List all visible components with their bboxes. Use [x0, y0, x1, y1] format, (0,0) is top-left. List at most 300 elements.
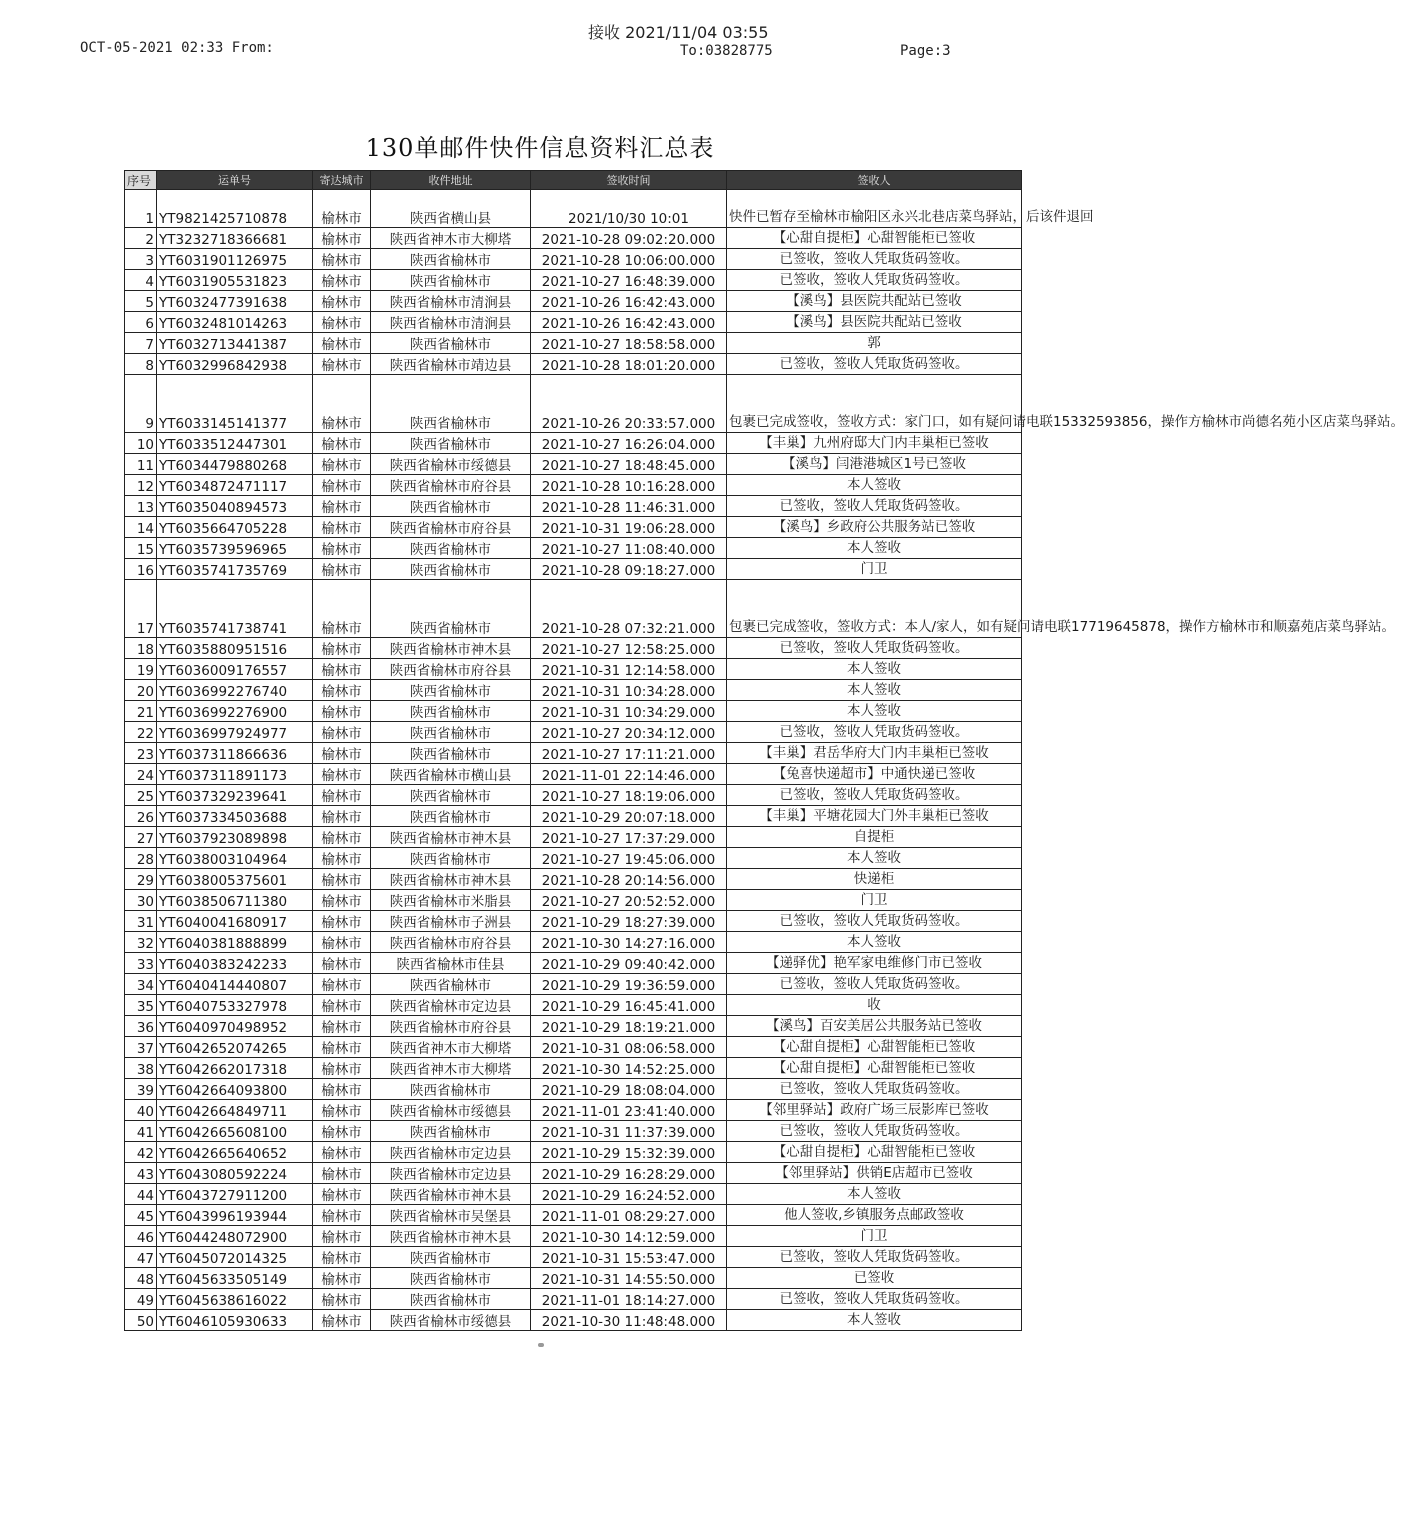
address-cell: 陕西省榆林市绥德县: [371, 454, 531, 475]
table-row: [125, 1205, 1022, 1226]
row-seq: 15: [125, 538, 157, 559]
city-cell: 榆林市: [313, 249, 371, 270]
row-seq: 8: [125, 354, 157, 375]
city-cell: 榆林市: [313, 701, 371, 722]
tracking-number: YT6035664705228: [157, 517, 313, 538]
table-row: [125, 291, 1022, 312]
row-seq: 17: [125, 580, 157, 638]
city-cell: 榆林市: [313, 1100, 371, 1121]
row-seq: 48: [125, 1268, 157, 1289]
row-seq: 35: [125, 995, 157, 1016]
tracking-number: YT6043996193944: [157, 1205, 313, 1226]
tracking-number: YT6032996842938: [157, 354, 313, 375]
city-cell: 榆林市: [313, 1079, 371, 1100]
row-seq: 14: [125, 517, 157, 538]
table-header-row: [125, 171, 1022, 190]
sign-time-cell: 2021-10-30 14:52:25.000: [531, 1058, 727, 1079]
signer-cell: 本人签收: [727, 1310, 1022, 1331]
address-cell: 陕西省榆林市: [371, 974, 531, 995]
row-seq: 13: [125, 496, 157, 517]
table-row: [125, 475, 1022, 496]
table-row: [125, 1016, 1022, 1037]
table-row: [125, 1037, 1022, 1058]
row-seq: 44: [125, 1184, 157, 1205]
table-row: [125, 638, 1022, 659]
signer-cell: 本人签收: [727, 932, 1022, 953]
scan-speck: [538, 1343, 544, 1347]
sign-time-cell: 2021-11-01 22:14:46.000: [531, 764, 727, 785]
table-body: [125, 190, 1404, 1331]
table-row: [125, 333, 1022, 354]
header-sign-time: 签收时间: [531, 171, 727, 190]
tracking-number: YT6042664849711: [157, 1100, 313, 1121]
sign-time-cell: 2021-10-29 16:45:41.000: [531, 995, 727, 1016]
table-row: [125, 433, 1022, 454]
table-row: [125, 354, 1022, 375]
address-cell: 陕西省榆林市府谷县: [371, 659, 531, 680]
signer-cell: 郭: [727, 333, 1022, 354]
address-cell: 陕西省榆林市: [371, 270, 531, 291]
address-cell: 陕西省榆林市靖边县: [371, 354, 531, 375]
sign-time-cell: 2021-10-29 18:27:39.000: [531, 911, 727, 932]
address-cell: 陕西省神木市大柳塔: [371, 1058, 531, 1079]
city-cell: 榆林市: [313, 974, 371, 995]
sign-time-cell: 2021-10-27 19:45:06.000: [531, 848, 727, 869]
row-seq: 50: [125, 1310, 157, 1331]
signer-cell: 已签收，签收人凭取货码签收。: [727, 1121, 1022, 1142]
tracking-number: YT6038506711380: [157, 890, 313, 911]
address-cell: 陕西省榆林市: [371, 1079, 531, 1100]
row-seq: 39: [125, 1079, 157, 1100]
sign-time-cell: 2021-10-28 18:01:20.000: [531, 354, 727, 375]
tracking-number: YT6042665608100: [157, 1121, 313, 1142]
signer-cell: 门卫: [727, 559, 1022, 580]
tracking-number: YT6042662017318: [157, 1058, 313, 1079]
row-seq: 40: [125, 1100, 157, 1121]
tracking-number: YT6037334503688: [157, 806, 313, 827]
sign-time-cell: 2021-10-29 16:24:52.000: [531, 1184, 727, 1205]
signer-cell: 包裹已完成签收，签收方式：家门口，如有疑问请电联15332593856，操作方榆林市尚德名苑小区店菜鸟驿站。: [727, 375, 1022, 433]
table-row: [125, 764, 1022, 785]
table-row: [125, 496, 1022, 517]
city-cell: 榆林市: [313, 848, 371, 869]
signer-cell: 【溪鸟】闫港港城区1号已签收: [727, 454, 1022, 475]
tracking-number: YT6035880951516: [157, 638, 313, 659]
sign-time-cell: 2021/10/30 10:01: [531, 190, 727, 228]
address-cell: 陕西省榆林市佳县: [371, 953, 531, 974]
tracking-number: YT6037923089898: [157, 827, 313, 848]
row-seq: 5: [125, 291, 157, 312]
sign-time-cell: 2021-10-28 09:18:27.000: [531, 559, 727, 580]
sign-time-cell: 2021-11-01 23:41:40.000: [531, 1100, 727, 1121]
row-seq: 33: [125, 953, 157, 974]
city-cell: 榆林市: [313, 764, 371, 785]
sign-time-cell: 2021-10-26 16:42:43.000: [531, 291, 727, 312]
address-cell: 陕西省榆林市子洲县: [371, 911, 531, 932]
city-cell: 榆林市: [313, 911, 371, 932]
address-cell: 陕西省榆林市: [371, 806, 531, 827]
city-cell: 榆林市: [313, 1289, 371, 1310]
sign-time-cell: 2021-10-28 11:46:31.000: [531, 496, 727, 517]
table-row: [125, 890, 1022, 911]
signer-cell: 【心甜自提柜】心甜智能柜已签收: [727, 1037, 1022, 1058]
sign-time-cell: 2021-10-27 20:34:12.000: [531, 722, 727, 743]
address-cell: 陕西省榆林市清涧县: [371, 312, 531, 333]
city-cell: 榆林市: [313, 538, 371, 559]
address-cell: 陕西省榆林市: [371, 249, 531, 270]
row-seq: 7: [125, 333, 157, 354]
sign-time-cell: 2021-10-28 10:06:00.000: [531, 249, 727, 270]
tracking-number: YT6034479880268: [157, 454, 313, 475]
row-seq: 24: [125, 764, 157, 785]
signer-cell: 本人签收: [727, 680, 1022, 701]
table-row: [125, 1247, 1022, 1268]
address-cell: 陕西省榆林市神木县: [371, 869, 531, 890]
tracking-number: YT6037311891173: [157, 764, 313, 785]
address-cell: 陕西省榆林市定边县: [371, 1163, 531, 1184]
signer-cell: 【溪鸟】乡政府公共服务站已签收: [727, 517, 1022, 538]
row-seq: 19: [125, 659, 157, 680]
table-row: [125, 580, 1022, 638]
table-row: [125, 517, 1022, 538]
row-seq: 22: [125, 722, 157, 743]
tracking-number: YT9821425710878: [157, 190, 313, 228]
signer-cell: 【心甜自提柜】心甜智能柜已签收: [727, 228, 1022, 249]
city-cell: 榆林市: [313, 1058, 371, 1079]
header-seq: 序号: [125, 171, 157, 190]
tracking-number: YT6042664093800: [157, 1079, 313, 1100]
row-seq: 30: [125, 890, 157, 911]
sign-time-cell: 2021-10-31 10:34:28.000: [531, 680, 727, 701]
signer-cell: 【丰巢】九州府邸大门内丰巢柜已签收: [727, 433, 1022, 454]
row-seq: 32: [125, 932, 157, 953]
sign-time-cell: 2021-10-30 14:12:59.000: [531, 1226, 727, 1247]
table-row: [125, 538, 1022, 559]
sign-time-cell: 2021-10-28 20:14:56.000: [531, 869, 727, 890]
city-cell: 榆林市: [313, 1226, 371, 1247]
row-seq: 3: [125, 249, 157, 270]
city-cell: 榆林市: [313, 680, 371, 701]
row-seq: 18: [125, 638, 157, 659]
signer-cell: 【溪鸟】百安美居公共服务站已签收: [727, 1016, 1022, 1037]
row-seq: 45: [125, 1205, 157, 1226]
address-cell: 陕西省榆林市吴堡县: [371, 1205, 531, 1226]
table-row: [125, 1142, 1022, 1163]
table-row: [125, 249, 1022, 270]
signer-cell: 已签收，签收人凭取货码签收。: [727, 911, 1022, 932]
address-cell: 陕西省榆林市: [371, 722, 531, 743]
table-row: [125, 1100, 1022, 1121]
table-row: [125, 1121, 1022, 1142]
city-cell: 榆林市: [313, 1142, 371, 1163]
tracking-number: YT6040414440807: [157, 974, 313, 995]
table-row: [125, 1079, 1022, 1100]
sign-time-cell: 2021-10-28 10:16:28.000: [531, 475, 727, 496]
row-seq: 6: [125, 312, 157, 333]
city-cell: 榆林市: [313, 953, 371, 974]
table-row: [125, 1058, 1022, 1079]
tracking-number: YT6044248072900: [157, 1226, 313, 1247]
city-cell: 榆林市: [313, 375, 371, 433]
row-seq: 29: [125, 869, 157, 890]
table-row: [125, 974, 1022, 995]
tracking-number: YT6046105930633: [157, 1310, 313, 1331]
signer-cell: 快件已暂存至榆林市榆阳区永兴北巷店菜鸟驿站，后该件退回: [727, 190, 1022, 228]
sign-time-cell: 2021-10-31 10:34:29.000: [531, 701, 727, 722]
city-cell: 榆林市: [313, 291, 371, 312]
signer-cell: 已签收，签收人凭取货码签收。: [727, 785, 1022, 806]
tracking-number: YT6035040894573: [157, 496, 313, 517]
table-row: [125, 953, 1022, 974]
address-cell: 陕西省榆林市: [371, 580, 531, 638]
address-cell: 陕西省榆林市: [371, 333, 531, 354]
address-cell: 陕西省横山县: [371, 190, 531, 228]
city-cell: 榆林市: [313, 638, 371, 659]
city-cell: 榆林市: [313, 433, 371, 454]
sign-time-cell: 2021-10-29 20:07:18.000: [531, 806, 727, 827]
city-cell: 榆林市: [313, 1037, 371, 1058]
address-cell: 陕西省榆林市定边县: [371, 995, 531, 1016]
address-cell: 陕西省神木市大柳塔: [371, 228, 531, 249]
signer-cell: 【溪鸟】县医院共配站已签收: [727, 291, 1022, 312]
city-cell: 榆林市: [313, 827, 371, 848]
tracking-number: YT6045072014325: [157, 1247, 313, 1268]
row-seq: 46: [125, 1226, 157, 1247]
sign-time-cell: 2021-10-27 12:58:25.000: [531, 638, 727, 659]
row-seq: 34: [125, 974, 157, 995]
city-cell: 榆林市: [313, 1016, 371, 1037]
city-cell: 榆林市: [313, 659, 371, 680]
city-cell: 榆林市: [313, 743, 371, 764]
tracking-number: YT6040753327978: [157, 995, 313, 1016]
sign-time-cell: 2021-10-28 07:32:21.000: [531, 580, 727, 638]
sign-time-cell: 2021-10-29 16:28:29.000: [531, 1163, 727, 1184]
sign-time-cell: 2021-10-27 16:26:04.000: [531, 433, 727, 454]
address-cell: 陕西省榆林市: [371, 433, 531, 454]
sign-time-cell: 2021-10-31 19:06:28.000: [531, 517, 727, 538]
row-seq: 26: [125, 806, 157, 827]
table-row: [125, 270, 1022, 291]
tracking-number: YT6036009176557: [157, 659, 313, 680]
signer-cell: 门卫: [727, 890, 1022, 911]
address-cell: 陕西省榆林市横山县: [371, 764, 531, 785]
row-seq: 42: [125, 1142, 157, 1163]
address-cell: 陕西省榆林市: [371, 743, 531, 764]
tracking-number: YT6032477391638: [157, 291, 313, 312]
table-row: [125, 827, 1022, 848]
city-cell: 榆林市: [313, 1268, 371, 1289]
signer-cell: 【溪鸟】县医院共配站已签收: [727, 312, 1022, 333]
tracking-number: YT6031901126975: [157, 249, 313, 270]
address-cell: 陕西省榆林市米脂县: [371, 890, 531, 911]
tracking-number: YT6036992276900: [157, 701, 313, 722]
row-seq: 43: [125, 1163, 157, 1184]
tracking-number: YT6038005375601: [157, 869, 313, 890]
fax-header-left: OCT-05-2021 02:33 From:: [80, 40, 274, 56]
table-row: [125, 228, 1022, 249]
tracking-number: YT6040383242233: [157, 953, 313, 974]
address-cell: 陕西省榆林市府谷县: [371, 517, 531, 538]
city-cell: 榆林市: [313, 932, 371, 953]
address-cell: 陕西省榆林市: [371, 1268, 531, 1289]
row-seq: 37: [125, 1037, 157, 1058]
signer-cell: 快递柜: [727, 869, 1022, 890]
sign-time-cell: 2021-11-01 08:29:27.000: [531, 1205, 727, 1226]
document-title: 130单邮件快件信息资料汇总表: [365, 134, 715, 162]
city-cell: 榆林市: [313, 475, 371, 496]
address-cell: 陕西省榆林市: [371, 375, 531, 433]
address-cell: 陕西省榆林市清涧县: [371, 291, 531, 312]
row-seq: 16: [125, 559, 157, 580]
sign-time-cell: 2021-11-01 18:14:27.000: [531, 1289, 727, 1310]
city-cell: 榆林市: [313, 312, 371, 333]
row-seq: 49: [125, 1289, 157, 1310]
table-row: [125, 375, 1022, 433]
signer-cell: 【心甜自提柜】心甜智能柜已签收: [727, 1058, 1022, 1079]
city-cell: 榆林市: [313, 1247, 371, 1268]
sign-time-cell: 2021-10-31 15:53:47.000: [531, 1247, 727, 1268]
row-seq: 38: [125, 1058, 157, 1079]
city-cell: 榆林市: [313, 1121, 371, 1142]
city-cell: 榆林市: [313, 722, 371, 743]
address-cell: 陕西省榆林市绥德县: [371, 1100, 531, 1121]
table-row: [125, 1184, 1022, 1205]
row-seq: 10: [125, 433, 157, 454]
sign-time-cell: 2021-10-29 15:32:39.000: [531, 1142, 727, 1163]
signer-cell: 本人签收: [727, 1184, 1022, 1205]
row-seq: 31: [125, 911, 157, 932]
row-seq: 47: [125, 1247, 157, 1268]
address-cell: 陕西省榆林市: [371, 680, 531, 701]
table-row: [125, 1226, 1022, 1247]
signer-cell: 【兔喜快递超市】中通快递已签收: [727, 764, 1022, 785]
tracking-number: YT6045638616022: [157, 1289, 313, 1310]
signer-cell: 本人签收: [727, 848, 1022, 869]
tracking-number: YT6033512447301: [157, 433, 313, 454]
table-row: [125, 785, 1022, 806]
signer-cell: 【丰巢】君岳华府大门内丰巢柜已签收: [727, 743, 1022, 764]
table-row: [125, 190, 1022, 228]
address-cell: 陕西省榆林市府谷县: [371, 1016, 531, 1037]
sign-time-cell: 2021-10-27 18:58:58.000: [531, 333, 727, 354]
header-city: 寄达城市: [313, 171, 371, 190]
address-cell: 陕西省榆林市: [371, 1289, 531, 1310]
header-signer: 签收人: [727, 171, 1022, 190]
signer-cell: 已签收，签收人凭取货码签收。: [727, 354, 1022, 375]
city-cell: 榆林市: [313, 995, 371, 1016]
city-cell: 榆林市: [313, 354, 371, 375]
tracking-number: YT6032713441387: [157, 333, 313, 354]
address-cell: 陕西省榆林市: [371, 785, 531, 806]
tracking-number: YT3232718366681: [157, 228, 313, 249]
signer-cell: 已签收，签收人凭取货码签收。: [727, 1247, 1022, 1268]
sign-time-cell: 2021-10-30 11:48:48.000: [531, 1310, 727, 1331]
row-seq: 21: [125, 701, 157, 722]
address-cell: 陕西省榆林市: [371, 1247, 531, 1268]
tracking-number: YT6035741735769: [157, 559, 313, 580]
sign-time-cell: 2021-10-27 17:37:29.000: [531, 827, 727, 848]
tracking-number: YT6043080592224: [157, 1163, 313, 1184]
sign-time-cell: 2021-10-26 16:42:43.000: [531, 312, 727, 333]
address-cell: 陕西省榆林市神木县: [371, 827, 531, 848]
address-cell: 陕西省榆林市: [371, 701, 531, 722]
city-cell: 榆林市: [313, 1184, 371, 1205]
sign-time-cell: 2021-10-26 20:33:57.000: [531, 375, 727, 433]
sign-time-cell: 2021-10-31 11:37:39.000: [531, 1121, 727, 1142]
tracking-number: YT6032481014263: [157, 312, 313, 333]
table-row: [125, 312, 1022, 333]
tracking-number: YT6042665640652: [157, 1142, 313, 1163]
signer-cell: 【丰巢】平塘花园大门外丰巢柜已签收: [727, 806, 1022, 827]
row-seq: 1: [125, 190, 157, 228]
table-row: [125, 722, 1022, 743]
signer-cell: 本人签收: [727, 475, 1022, 496]
table-row: [125, 1163, 1022, 1184]
signer-cell: 自提柜: [727, 827, 1022, 848]
tracking-number: YT6042652074265: [157, 1037, 313, 1058]
table-row: [125, 848, 1022, 869]
tracking-number: YT6031905531823: [157, 270, 313, 291]
sign-time-cell: 2021-10-31 12:14:58.000: [531, 659, 727, 680]
table-row: [125, 680, 1022, 701]
tracking-number: YT6040041680917: [157, 911, 313, 932]
city-cell: 榆林市: [313, 1310, 371, 1331]
city-cell: 榆林市: [313, 270, 371, 291]
signer-cell: 已签收，签收人凭取货码签收。: [727, 638, 1022, 659]
address-cell: 陕西省榆林市神木县: [371, 1226, 531, 1247]
sign-time-cell: 2021-10-31 08:06:58.000: [531, 1037, 727, 1058]
address-cell: 陕西省神木市大柳塔: [371, 1037, 531, 1058]
signer-cell: 已签收，签收人凭取货码签收。: [727, 722, 1022, 743]
table-row: [125, 1289, 1022, 1310]
sign-time-cell: 2021-10-27 17:11:21.000: [531, 743, 727, 764]
signer-cell: 已签收，签收人凭取货码签收。: [727, 974, 1022, 995]
tracking-number: YT6037329239641: [157, 785, 313, 806]
tracking-number: YT6035739596965: [157, 538, 313, 559]
fax-page-number: Page:3: [900, 43, 951, 59]
row-seq: 23: [125, 743, 157, 764]
row-seq: 12: [125, 475, 157, 496]
signer-cell: 【递驿优】艳军家电维修门市已签收: [727, 953, 1022, 974]
tracking-number: YT6036997924977: [157, 722, 313, 743]
sign-time-cell: 2021-10-29 18:19:21.000: [531, 1016, 727, 1037]
address-cell: 陕西省榆林市: [371, 848, 531, 869]
tracking-number: YT6033145141377: [157, 375, 313, 433]
city-cell: 榆林市: [313, 890, 371, 911]
sign-time-cell: 2021-10-31 14:55:50.000: [531, 1268, 727, 1289]
signer-cell: 【邻里驿站】政府广场三辰影库已签收: [727, 1100, 1022, 1121]
summary-table: [124, 170, 1404, 1331]
city-cell: 榆林市: [313, 806, 371, 827]
city-cell: 榆林市: [313, 454, 371, 475]
tracking-number: YT6035741738741: [157, 580, 313, 638]
table-row: [125, 454, 1022, 475]
address-cell: 陕西省榆林市: [371, 538, 531, 559]
signer-cell: 已签收，签收人凭取货码签收。: [727, 249, 1022, 270]
sign-time-cell: 2021-10-29 09:40:42.000: [531, 953, 727, 974]
address-cell: 陕西省榆林市定边县: [371, 1142, 531, 1163]
city-cell: 榆林市: [313, 333, 371, 354]
signer-cell: 【心甜自提柜】心甜智能柜已签收: [727, 1142, 1022, 1163]
sign-time-cell: 2021-10-27 18:19:06.000: [531, 785, 727, 806]
address-cell: 陕西省榆林市府谷县: [371, 932, 531, 953]
table-row: [125, 743, 1022, 764]
row-seq: 9: [125, 375, 157, 433]
tracking-number: YT6045633505149: [157, 1268, 313, 1289]
city-cell: 榆林市: [313, 1163, 371, 1184]
tracking-number: YT6040970498952: [157, 1016, 313, 1037]
row-seq: 25: [125, 785, 157, 806]
